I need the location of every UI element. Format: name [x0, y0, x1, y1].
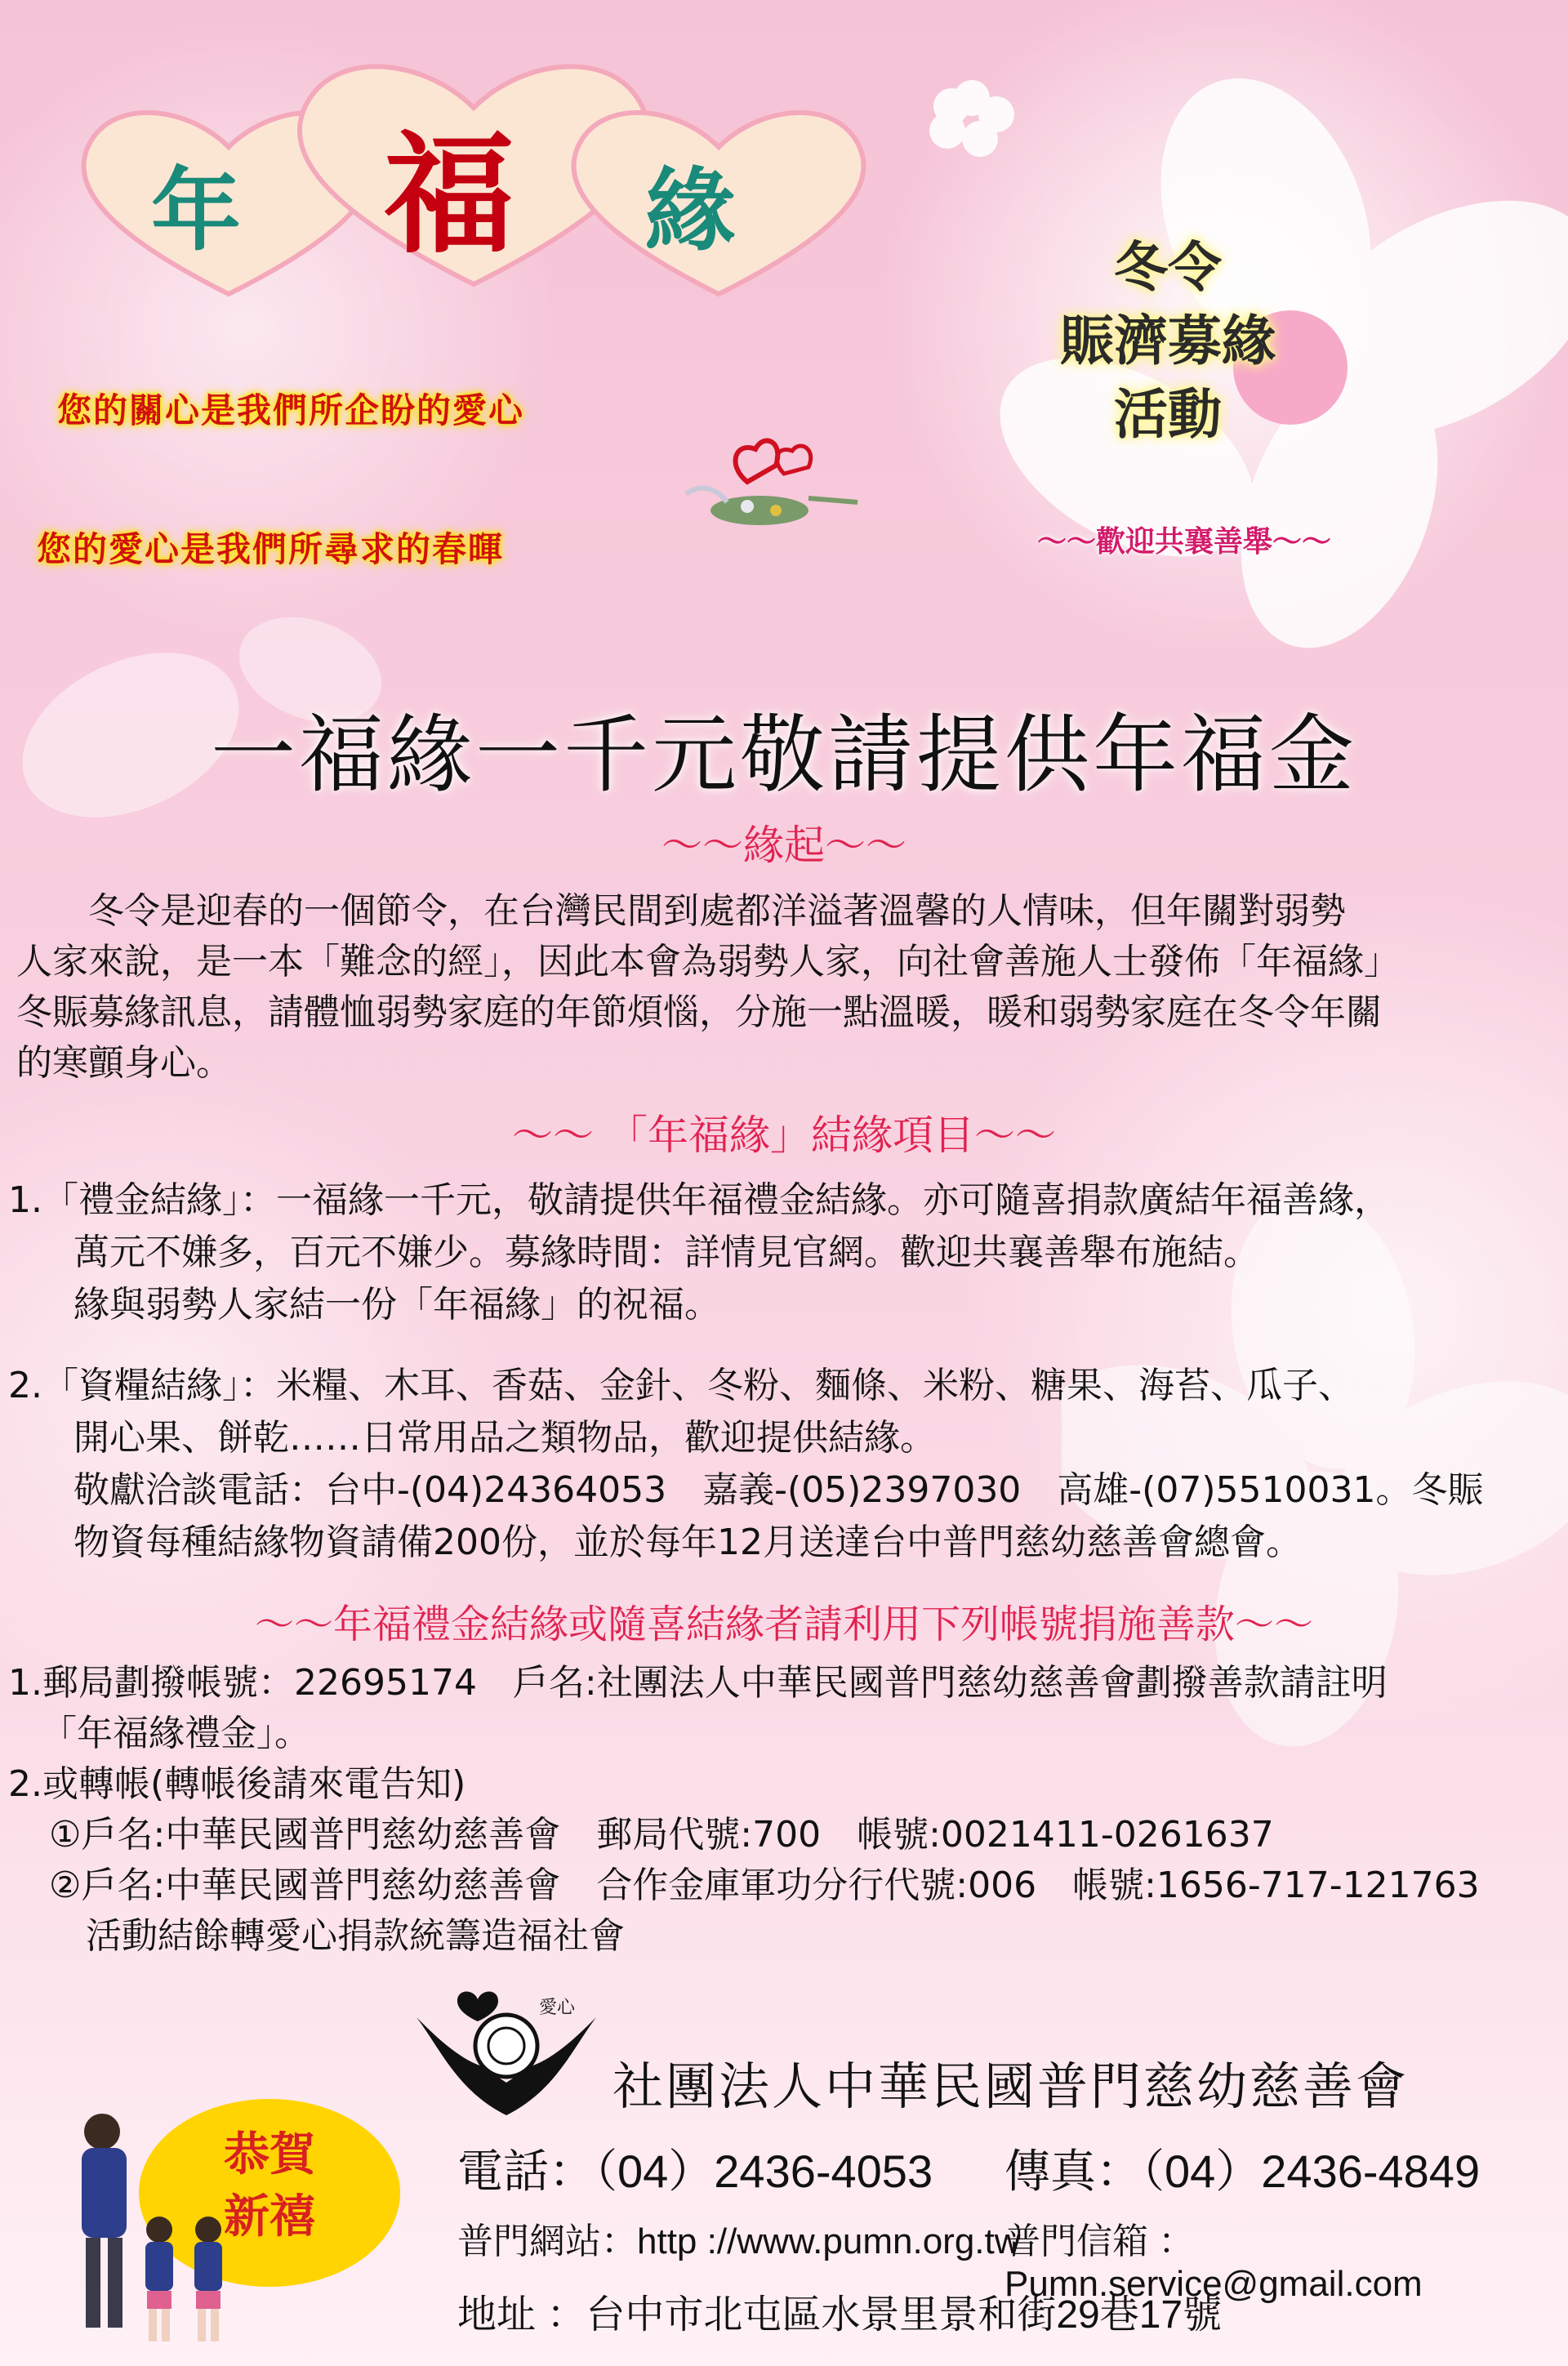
donation-info — [8, 1658, 1480, 1962]
item-1 — [8, 1174, 1390, 1331]
donation-line: 「年福緣禮金」。 — [41, 1713, 310, 1754]
main-title: 一福緣一千元敬請提供年福金 — [210, 705, 1357, 804]
donation-line: 1.郵局劃撥帳號：22695174 戶名:社團法人中華民國普門慈幼慈善會劃撥善款請註明 — [8, 1662, 1388, 1704]
email: 普門信箱 ：Pumn.service@gmail.com — [1004, 2221, 1423, 2304]
logo-char-fu: 福 — [384, 118, 515, 271]
slogan-1: 您的關心是我們所企盼的愛心 — [57, 390, 525, 430]
logo-char-yuan: 緣 — [645, 158, 735, 263]
donation-line: ①戶名:中華民國普門慈幼慈善會 郵局代號:700 帳號:0021411-0261637 — [49, 1814, 1274, 1856]
greeting-text — [180, 2123, 359, 2248]
item-2-line: 物資每種結緣物資請備200份，並於每年12月送達台中普門慈幼慈善會總會。 — [74, 1522, 1302, 1563]
greeting-line-2: 新禧 — [224, 2190, 315, 2243]
org-logo-icon — [408, 1985, 604, 2123]
item-2-line: 開心果、餅乾……日常用品之類物品，歡迎提供結緣。 — [74, 1417, 936, 1459]
item-2-line: 2.「資糧結緣」：米糧、木耳、香菇、金針、冬粉、麵條、米粉、糖果、海苔、瓜子、 — [8, 1365, 1354, 1406]
logo-char-nian: 年 — [151, 158, 241, 263]
campaign-line-2: 賑濟募緣 — [1060, 309, 1276, 372]
origin-line: 人家來說，是一本「難念的經」，因此本會為弱勢人家，向社會善施人士發佈「年福緣」 — [16, 941, 1400, 982]
welcome-text: ～～歡迎共襄善舉～～ — [1036, 525, 1331, 559]
item-1-line: 1.「禮金結緣」：一福緣一千元，敬請提供年福禮金結緣。亦可隨喜捐款廣結年福善緣， — [8, 1179, 1390, 1221]
fax: 傳真：（04）2436-4849 — [1004, 2145, 1481, 2197]
item-1-line: 萬元不嫌多，百元不嫌少。募緣時間：詳情見官網。歡迎共襄善舉布施結。 — [74, 1232, 1259, 1273]
org-name: 社團法人中華民國普門慈幼慈善會 — [612, 2056, 1410, 2116]
phone: 電話：（04）2436-4053 — [457, 2145, 933, 2197]
donation-line: ②戶名:中華民國普門慈幼慈善會 合作金庫軍功分行代號:006 帳號:1656-717-121763 — [49, 1865, 1480, 1906]
slogan-2: 您的愛心是我們所尋求的春暉 — [37, 529, 505, 569]
campaign-line-3: 活動 — [1114, 382, 1222, 446]
campaign-line-1: 冬令 — [1114, 235, 1222, 299]
item-1-line: 緣與弱勢人家結一份「年福緣」的祝福。 — [74, 1284, 720, 1326]
campaign-title — [947, 230, 1388, 451]
donation-line: 2.或轉帳(轉帳後請來電告知) — [8, 1763, 466, 1805]
org-logo-text: 愛心 — [539, 1998, 576, 2018]
address: 地址 ：台中市北屯區水景里景和街29巷17號 — [457, 2293, 1223, 2337]
items-heading: ～～ 「年福緣」結緣項目～～ — [512, 1112, 1056, 1159]
donation-heading: ～～年福禮金結緣或隨喜結緣者請利用下列帳號捐施善款～～ — [254, 1602, 1313, 1647]
origin-paragraph — [16, 886, 1535, 1089]
origin-heading: ～～緣起～～ — [662, 822, 906, 869]
item-2-line: 敬獻洽談電話：台中-(04)24364053 嘉義-(05)2397030 高雄-(07)5510031。冬賑 — [74, 1469, 1484, 1511]
item-2 — [8, 1360, 1483, 1569]
heart-ornament-icon — [670, 417, 874, 539]
origin-line: 冬令是迎春的一個節令，在台灣民間到處都洋溢著溫馨的人情味，但年關對弱勢 — [16, 890, 1346, 932]
donation-line: 活動結餘轉愛心捐款統籌造福社會 — [86, 1915, 625, 1957]
website: 普門網站：http ://www.pumn.org.tw — [457, 2221, 1021, 2261]
origin-line: 冬賑募緣訊息，請體恤弱勢家庭的年節煩惱，分施一點溫暖，暖和弱勢家庭在冬令年關 — [16, 991, 1382, 1033]
greeting-line-1: 恭賀 — [224, 2128, 315, 2181]
origin-line: 的寒顫身心。 — [16, 1042, 232, 1084]
